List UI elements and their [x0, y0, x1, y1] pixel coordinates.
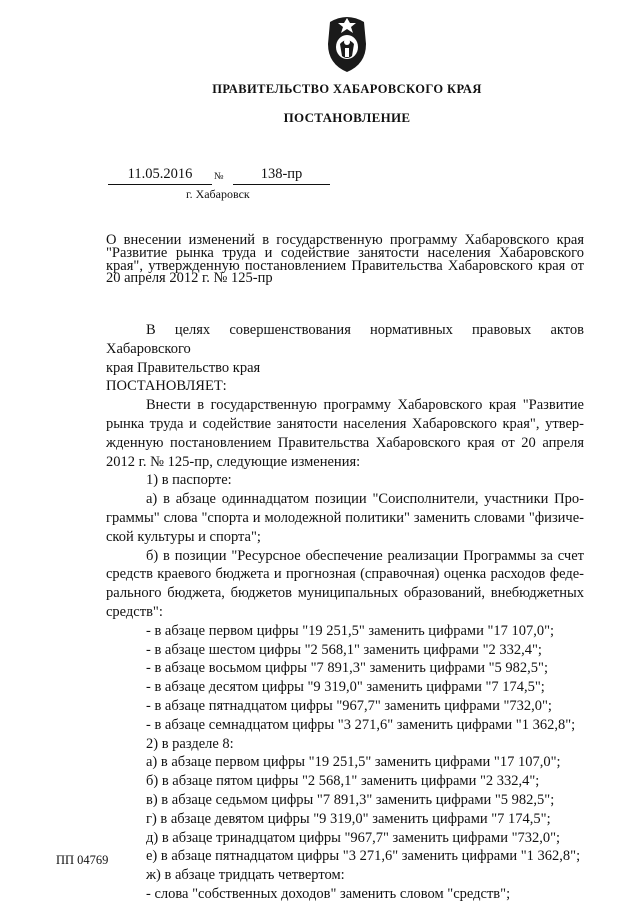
- government-name: ПРАВИТЕЛЬСТВО ХАБАРОВСКОГО КРАЯ: [212, 82, 482, 96]
- section-item: ж) в абзаце тридцать четвертом:: [146, 867, 345, 884]
- dash-item: - в абзаце шестом цифры "2 568,1" заменить цифрами "2 332,4";: [146, 641, 542, 658]
- item-1: 1) в паспорте:: [146, 472, 232, 489]
- section-item: г) в абзаце девятом цифры "9 319,0" заменить цифрами "7 174,5";: [146, 810, 551, 827]
- dash-item: - в абзаце семнадцатом цифры "3 271,6" заменить цифрами "1 362,8";: [146, 716, 576, 733]
- dash-item: - в абзаце восьмом цифры "7 891,3" заменить цифрами "5 982,5";: [146, 660, 548, 677]
- document-subject: О внесении изменений в государственную программу Хабаровского края "Развитие рынка труда и содействие занятости населения Хабаровского края", утвержденную постановлением Правительства Хабаровского края от 20 апреля 2012 г. № 125-пр: [106, 232, 584, 287]
- number-sign: №: [214, 171, 224, 182]
- dash-item: - в абзаце пятнадцатом цифры "967,7" заменить цифрами "732,0";: [146, 697, 552, 714]
- item-1a: а) в абзаце одиннадцатом позиции "Соисполнители, участники Программы" слова "спорта и молодежной политики" заменить словами "физической культуры и спорта";: [106, 491, 584, 545]
- resolves-heading: ПОСТАНОВЛЯЕТ:: [106, 378, 227, 395]
- section-item: а) в абзаце первом цифры "19 251,5" заменить цифрами "17 107,0";: [146, 754, 561, 771]
- dash-item: - в абзаце десятом цифры "9 319,0" заменить цифрами "7 174,5";: [146, 679, 545, 696]
- document-type: ПОСТАНОВЛЕНИЕ: [283, 110, 411, 125]
- document-number: 138-пр: [233, 166, 330, 185]
- document-date: 11.05.2016: [108, 166, 212, 185]
- coat-of-arms-emblem: [322, 14, 372, 74]
- document-body: [106, 321, 584, 904]
- section-item: в) в абзаце седьмом цифры "7 891,3" заменить цифрами "5 982,5";: [146, 791, 555, 808]
- section-item: д) в абзаце тринадцатом цифры "967,7" заменить цифрами "732,0";: [146, 829, 561, 846]
- section-item: б) в абзаце пятом цифры "2 568,1" заменить цифрами "2 332,4";: [146, 773, 540, 790]
- document-city: г. Хабаровск: [186, 187, 250, 201]
- preamble-line-2: края Правительство края: [106, 359, 261, 376]
- item-2: 2) в разделе 8:: [146, 735, 234, 752]
- dash-item: - в абзаце первом цифры "19 251,5" заменить цифрами "17 107,0";: [146, 622, 555, 639]
- item-1b: б) в позиции "Ресурсное обеспечение реализации Программы за счет средств краевого бюджета и прогнозная (справочная) оценка расходов федерального бюджета, бюджетов муниципальных образований, внебюджетных средств":: [106, 547, 584, 620]
- footer-code: ПП 04769: [56, 853, 109, 867]
- intro-paragraph: Внести в государственную программу Хабаровского края "Развитие рынка труда и содействие занятости населения Хабаровского края", утвержденную постановлением Правительства Хабаровского края от 20 апреля 2012 г. № 125-пр, следующие изменения:: [106, 397, 584, 470]
- section-item: е) в абзаце пятнадцатом цифры "3 271,6" заменить цифрами "1 362,8";: [146, 848, 581, 865]
- last-item: - слова "собственных доходов" заменить словом "средств";: [146, 885, 511, 902]
- preamble-line-1: В целях совершенствования нормативных правовых актов Хабаровского: [106, 322, 584, 357]
